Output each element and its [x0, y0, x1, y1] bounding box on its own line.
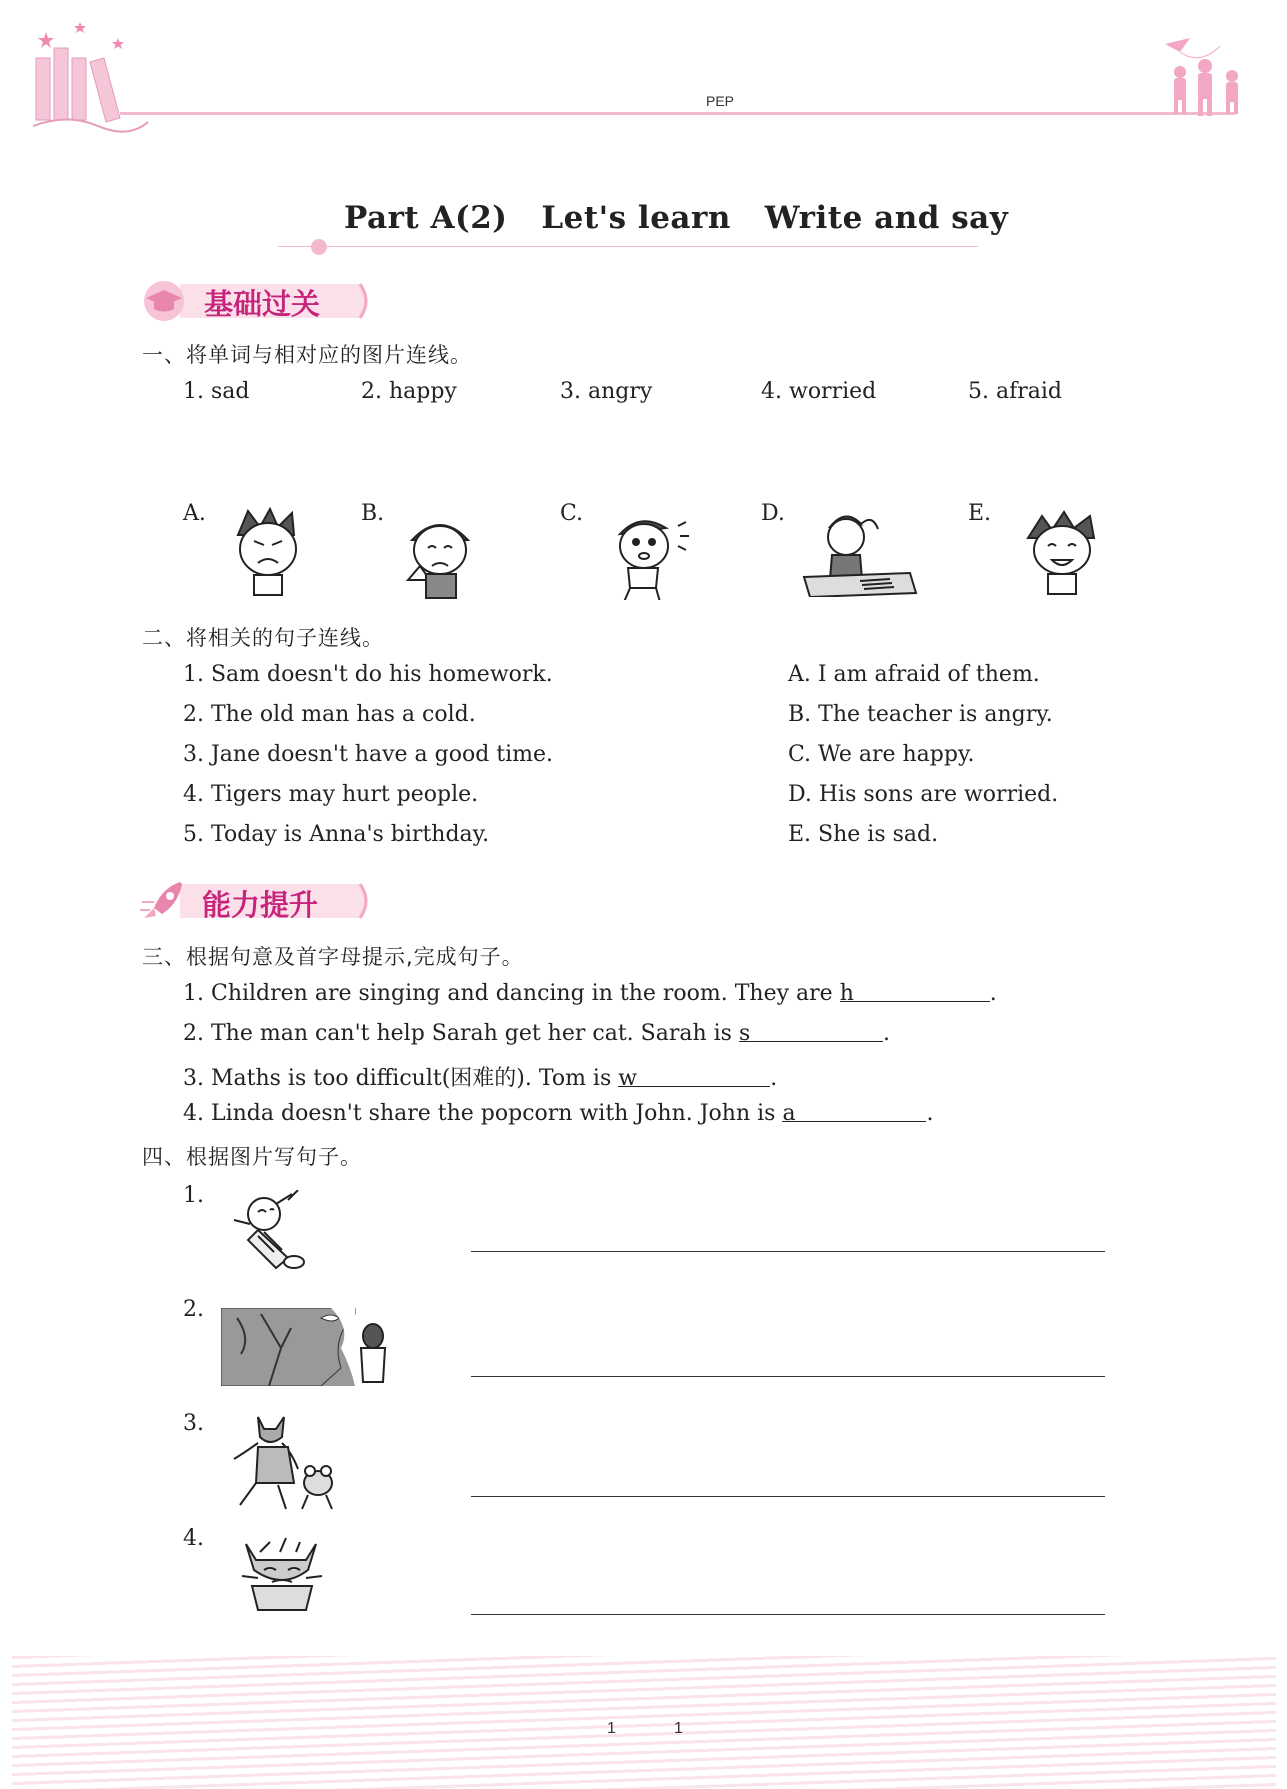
q4-picture-3-cat-and-mouse — [228, 1413, 350, 1513]
q4-number-1: 1. — [183, 1183, 204, 1208]
q4-instruction: 四、根据图片写句子。 — [142, 1145, 362, 1169]
q3-sentence-4: 4. Linda doesn't share the popcorn with John. John is a . — [183, 1101, 934, 1126]
q1-word-2: 2. happy — [361, 379, 457, 404]
q2-right-b: B. The teacher is angry. — [788, 702, 1053, 727]
q1-word-3: 3. angry — [560, 379, 653, 404]
q2-left-5: 5. Today is Anna's birthday. — [183, 822, 490, 847]
answer-blank-4[interactable]: a — [782, 1101, 926, 1122]
header-rule — [120, 112, 1235, 115]
q1-picture-label-a: A. — [183, 501, 206, 526]
q1-instruction: 一、将单词与相对应的图片连线。 — [142, 343, 472, 367]
lesson-title: Part A(2) Let's learn Write and say — [344, 200, 1009, 236]
q1-picture-label-b: B. — [361, 501, 385, 526]
q4-number-2: 2. — [183, 1297, 204, 1322]
q3-instruction: 三、根据句意及首字母提示,完成句子。 — [142, 945, 524, 969]
q2-left-3: 3. Jane doesn't have a good time. — [183, 742, 554, 767]
q2-instruction: 二、将相关的句子连线。 — [142, 626, 384, 650]
q4-answer-line-1[interactable] — [471, 1251, 1105, 1252]
header-decoration-books — [28, 18, 153, 133]
q2-left-4: 4. Tigers may hurt people. — [183, 782, 479, 807]
title-underline-dot — [311, 239, 327, 255]
q2-left-2: 2. The old man has a cold. — [183, 702, 476, 727]
q4-picture-1-happy-boy — [228, 1190, 328, 1272]
series-label: PEP — [706, 93, 735, 109]
q2-left-1: 1. Sam doesn't do his homework. — [183, 662, 553, 687]
q4-number-3: 3. — [183, 1411, 204, 1436]
graduation-cap-icon — [144, 281, 184, 321]
section-heading-advanced: 能力提升 — [202, 888, 319, 922]
happy-boy-illustration — [1012, 508, 1112, 596]
q1-word-5: 5. afraid — [968, 379, 1062, 404]
q1-picture-label-c: C. — [560, 501, 584, 526]
answer-blank-1[interactable]: h — [840, 981, 990, 1002]
section-heading-basic: 基础过关 — [204, 287, 321, 321]
q2-right-d: D. His sons are worried. — [788, 782, 1059, 807]
q4-number-4: 4. — [183, 1526, 204, 1551]
q1-word-1: 1. sad — [183, 379, 250, 404]
page-number-right: 1 — [674, 1720, 683, 1737]
q3-sentence-2: 2. The man can't help Sarah get her cat. Sarah is s . — [183, 1021, 890, 1046]
q1-picture-label-e: E. — [968, 501, 992, 526]
rocket-icon — [140, 882, 182, 918]
q4-picture-4-sad-cat — [236, 1530, 326, 1616]
header-decoration-children-kite — [1160, 36, 1250, 118]
q2-right-a: A. I am afraid of them. — [788, 662, 1040, 687]
answer-blank-2[interactable]: s — [739, 1021, 883, 1042]
title-underline — [278, 246, 978, 247]
afraid-boy-illustration — [600, 510, 710, 600]
q4-picture-2-cat-in-tree — [221, 1308, 391, 1386]
answer-blank-3[interactable]: w — [618, 1066, 770, 1087]
angry-boy-illustration — [218, 505, 318, 597]
q4-answer-line-4[interactable] — [471, 1614, 1105, 1615]
page-number-left: 1 — [607, 1720, 616, 1737]
q4-answer-line-3[interactable] — [471, 1496, 1105, 1497]
q2-right-e: E. She is sad. — [788, 822, 939, 847]
q3-sentence-1: 1. Children are singing and dancing in the room. They are h . — [183, 981, 997, 1006]
q1-word-4: 4. worried — [761, 379, 877, 404]
q4-answer-line-2[interactable] — [471, 1376, 1105, 1377]
sad-boy-illustration — [400, 510, 480, 600]
q1-picture-label-d: D. — [761, 501, 785, 526]
footer-decoration — [12, 1656, 1276, 1789]
q2-right-c: C. We are happy. — [788, 742, 975, 767]
worried-boy-illustration — [800, 505, 920, 597]
q3-sentence-3: 3. Maths is too difficult(困难的). Tom is w . — [183, 1066, 778, 1091]
